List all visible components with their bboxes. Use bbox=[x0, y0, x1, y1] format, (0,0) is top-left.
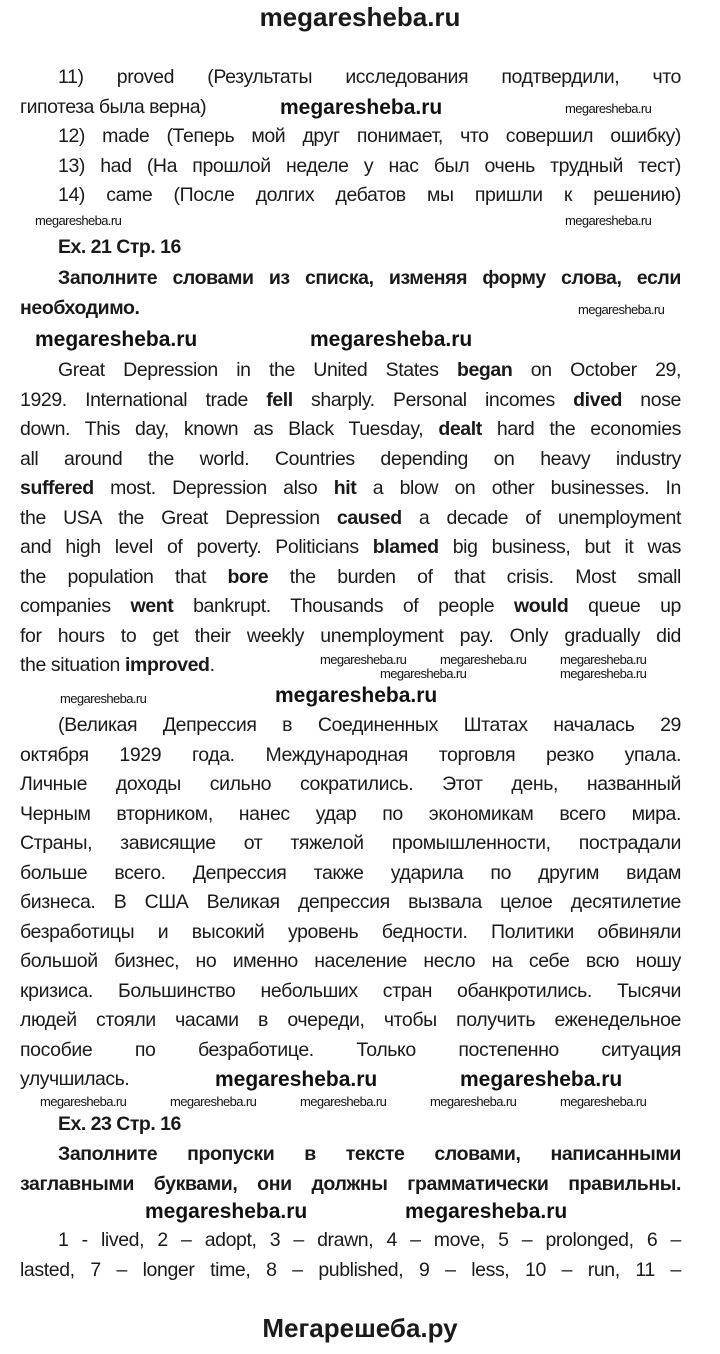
watermark: megaresheba.ru bbox=[380, 666, 467, 681]
text-line bbox=[20, 741, 682, 771]
ex21-english-text bbox=[20, 356, 682, 681]
text-line bbox=[20, 152, 682, 182]
answer-word: suffered bbox=[20, 477, 94, 499]
text-line bbox=[20, 1226, 682, 1256]
text-segment: Заполните словами из списка, изменяя форму слова, если bbox=[58, 267, 681, 289]
watermark: megaresheba.ru bbox=[275, 684, 438, 707]
text-segment: lasted, 7 – longer time, 8 – published, 9 – less, 10 – run, 11 – bbox=[20, 1258, 681, 1281]
text-line bbox=[20, 829, 682, 859]
answer-word: improved bbox=[124, 654, 210, 676]
text-segment: больше всего. Депрессия также ударила по другим видам bbox=[20, 861, 681, 884]
answer-word: dived bbox=[573, 388, 623, 411]
text-line bbox=[20, 563, 682, 593]
text-line bbox=[20, 63, 682, 93]
text-segment: bankrupt. Thousands of people bbox=[173, 595, 515, 617]
text-segment: улучшилась. bbox=[20, 1068, 130, 1090]
text-segment: бизнеса. В США Великая депрессия вызвала целое десятилетие bbox=[20, 891, 681, 913]
text-segment: all around the world. Countries depending on heavy industry bbox=[20, 447, 681, 470]
text-segment: Страны, зависящие от тяжелой промышленности, пострадали bbox=[20, 832, 681, 854]
text-line bbox=[20, 1256, 682, 1286]
text-segment: безработицы и высокий уровень бедности. Политики обвиняли bbox=[20, 920, 681, 943]
text-line bbox=[20, 1036, 682, 1066]
text-segment: заглавными буквами, они должны грамматически правильны. bbox=[20, 1172, 681, 1195]
answer-word: caused bbox=[336, 506, 402, 529]
watermark: megaresheba.ru bbox=[215, 1068, 378, 1091]
site-footer: Мегарешеба.ру bbox=[262, 1313, 458, 1343]
watermark: megaresheba.ru bbox=[320, 652, 407, 667]
text-line bbox=[20, 800, 682, 830]
text-segment: пособие по безработице. Только постепенно ситуация bbox=[20, 1038, 681, 1061]
answer-word: dealt bbox=[438, 418, 482, 440]
text-segment: a blow on other businesses. In bbox=[356, 477, 681, 499]
text-segment: 14) came (После долгих дебатов мы пришли к решению) bbox=[58, 184, 681, 206]
text-line bbox=[20, 264, 682, 294]
text-segment: a decade of unemployment bbox=[401, 506, 681, 529]
text-line bbox=[20, 918, 682, 948]
watermark: megaresheba.ru bbox=[440, 652, 527, 667]
text-line bbox=[20, 711, 682, 741]
text-line bbox=[20, 947, 682, 977]
text-line bbox=[20, 445, 682, 475]
text-segment: (Великая Депрессия в Соединенных Штатах началась 29 bbox=[58, 714, 681, 736]
text-line bbox=[20, 888, 682, 918]
answers-block-1 bbox=[20, 63, 682, 211]
text-segment: and high level of poverty. Politicians bbox=[20, 536, 373, 558]
text-segment: big business, but it was bbox=[438, 536, 681, 558]
text-line bbox=[20, 474, 682, 504]
text-segment: 13) had (На прошлой неделе у нас был очень трудный тест) bbox=[58, 154, 681, 177]
watermark: megaresheba.ru bbox=[35, 328, 198, 351]
watermark: megaresheba.ru bbox=[560, 652, 647, 667]
watermark: megaresheba.ru bbox=[565, 101, 652, 116]
watermark: megaresheba.ru bbox=[565, 213, 652, 228]
text-segment: nose bbox=[622, 388, 681, 411]
text-segment: the burden of that crisis. Most small bbox=[268, 565, 681, 588]
text-segment: . bbox=[209, 654, 215, 676]
answer-word: began bbox=[456, 359, 513, 381]
answer-word: fell bbox=[266, 388, 293, 411]
text-line bbox=[20, 504, 682, 534]
text-segment: 11) proved (Результаты исследования подтвердили, что bbox=[58, 66, 681, 88]
ex21-heading: Ex. 21 Стр. 16 bbox=[58, 236, 181, 258]
text-segment: the USA the Great Depression bbox=[20, 506, 337, 529]
text-segment: Личные доходы сильно сократились. Этот день, названный bbox=[20, 773, 681, 795]
watermark: megaresheba.ru bbox=[300, 1094, 387, 1109]
text-segment: 12) made (Теперь мой друг понимает, что совершил ошибку) bbox=[58, 125, 681, 147]
text-line bbox=[20, 651, 215, 681]
text-segment: companies bbox=[20, 595, 131, 617]
answer-word: hit bbox=[333, 477, 357, 499]
watermark: megaresheba.ru bbox=[310, 328, 473, 351]
text-line bbox=[20, 1065, 129, 1095]
text-line bbox=[20, 622, 682, 652]
ex23-heading-block bbox=[20, 1110, 682, 1140]
text-line bbox=[20, 770, 682, 800]
watermark: megaresheba.ru bbox=[560, 666, 647, 681]
watermark: megaresheba.ru bbox=[405, 1200, 568, 1223]
text-segment: Заполните пропуски в тексте словами, написанными bbox=[58, 1143, 681, 1165]
text-segment: sharply. Personal incomes bbox=[292, 388, 574, 411]
watermark: megaresheba.ru bbox=[578, 302, 665, 317]
answer-word: would bbox=[514, 595, 569, 617]
text-line bbox=[20, 356, 682, 386]
text-line bbox=[20, 533, 682, 563]
watermark: megaresheba.ru bbox=[460, 1068, 623, 1091]
text-line bbox=[20, 93, 206, 123]
text-line bbox=[20, 122, 682, 152]
watermark: megaresheba.ru bbox=[560, 1094, 647, 1109]
ex21-russian-translation bbox=[20, 711, 682, 1095]
text-line bbox=[20, 592, 682, 622]
text-line bbox=[20, 1006, 682, 1036]
text-segment: необходимо. bbox=[20, 296, 140, 319]
text-segment: for hours to get their weekly unemployment pay. Only gradually did bbox=[20, 624, 681, 647]
answer-word: bore bbox=[227, 565, 269, 588]
watermark: megaresheba.ru bbox=[430, 1094, 517, 1109]
watermark: megaresheba.ru bbox=[170, 1094, 257, 1109]
text-line bbox=[20, 294, 140, 324]
watermark: megaresheba.ru bbox=[40, 1094, 127, 1109]
text-segment: кризиса. Большинство небольших стран обанкротились. Тысячи bbox=[20, 979, 681, 1002]
text-segment: down. This day, known as Black Tuesday, bbox=[20, 418, 439, 440]
text-line bbox=[20, 415, 682, 445]
text-segment: 1929. International trade bbox=[20, 388, 267, 411]
text-segment: the situation bbox=[20, 654, 125, 676]
text-segment: the population that bbox=[20, 565, 228, 588]
text-line bbox=[20, 1140, 682, 1170]
ex23-task bbox=[20, 1140, 682, 1199]
answer-word: went bbox=[130, 595, 174, 617]
text-segment: on October 29, bbox=[512, 359, 681, 381]
site-header: megaresheba.ru bbox=[259, 2, 461, 32]
watermark: megaresheba.ru bbox=[145, 1200, 308, 1223]
text-segment: гипотеза была верна) bbox=[20, 95, 207, 118]
text-line bbox=[20, 1170, 682, 1200]
text-line bbox=[20, 386, 682, 416]
answer-word: blamed bbox=[372, 536, 439, 558]
ex23-heading: Ex. 23 Стр. 16 bbox=[58, 1113, 181, 1135]
text-line bbox=[20, 977, 682, 1007]
watermark: megaresheba.ru bbox=[35, 213, 122, 228]
text-segment: Great Depression in the United States bbox=[58, 359, 457, 381]
ex21-heading-block bbox=[20, 233, 682, 263]
text-segment: 1 - lived, 2 – adopt, 3 – drawn, 4 – move, 5 – prolonged, 6 – bbox=[58, 1229, 681, 1251]
text-segment: большой бизнес, но именно население несло на себе всю ношу bbox=[20, 950, 681, 972]
text-segment: октября 1929 года. Международная торговля резко упала. bbox=[20, 743, 681, 766]
text-segment: людей стояли часами в очереди, чтобы получить еженедельное bbox=[20, 1009, 681, 1031]
text-line bbox=[20, 181, 682, 211]
text-segment: hard the economies bbox=[481, 418, 682, 440]
text-line bbox=[20, 859, 682, 889]
watermark: megaresheba.ru bbox=[280, 96, 443, 119]
text-segment: most. Depression also bbox=[93, 477, 334, 499]
text-segment: Черным вторником, нанес удар по экономикам всего мира. bbox=[20, 802, 681, 825]
watermark: megaresheba.ru bbox=[60, 691, 147, 706]
ex23-answers bbox=[20, 1226, 682, 1285]
text-segment: queue up bbox=[568, 595, 681, 617]
